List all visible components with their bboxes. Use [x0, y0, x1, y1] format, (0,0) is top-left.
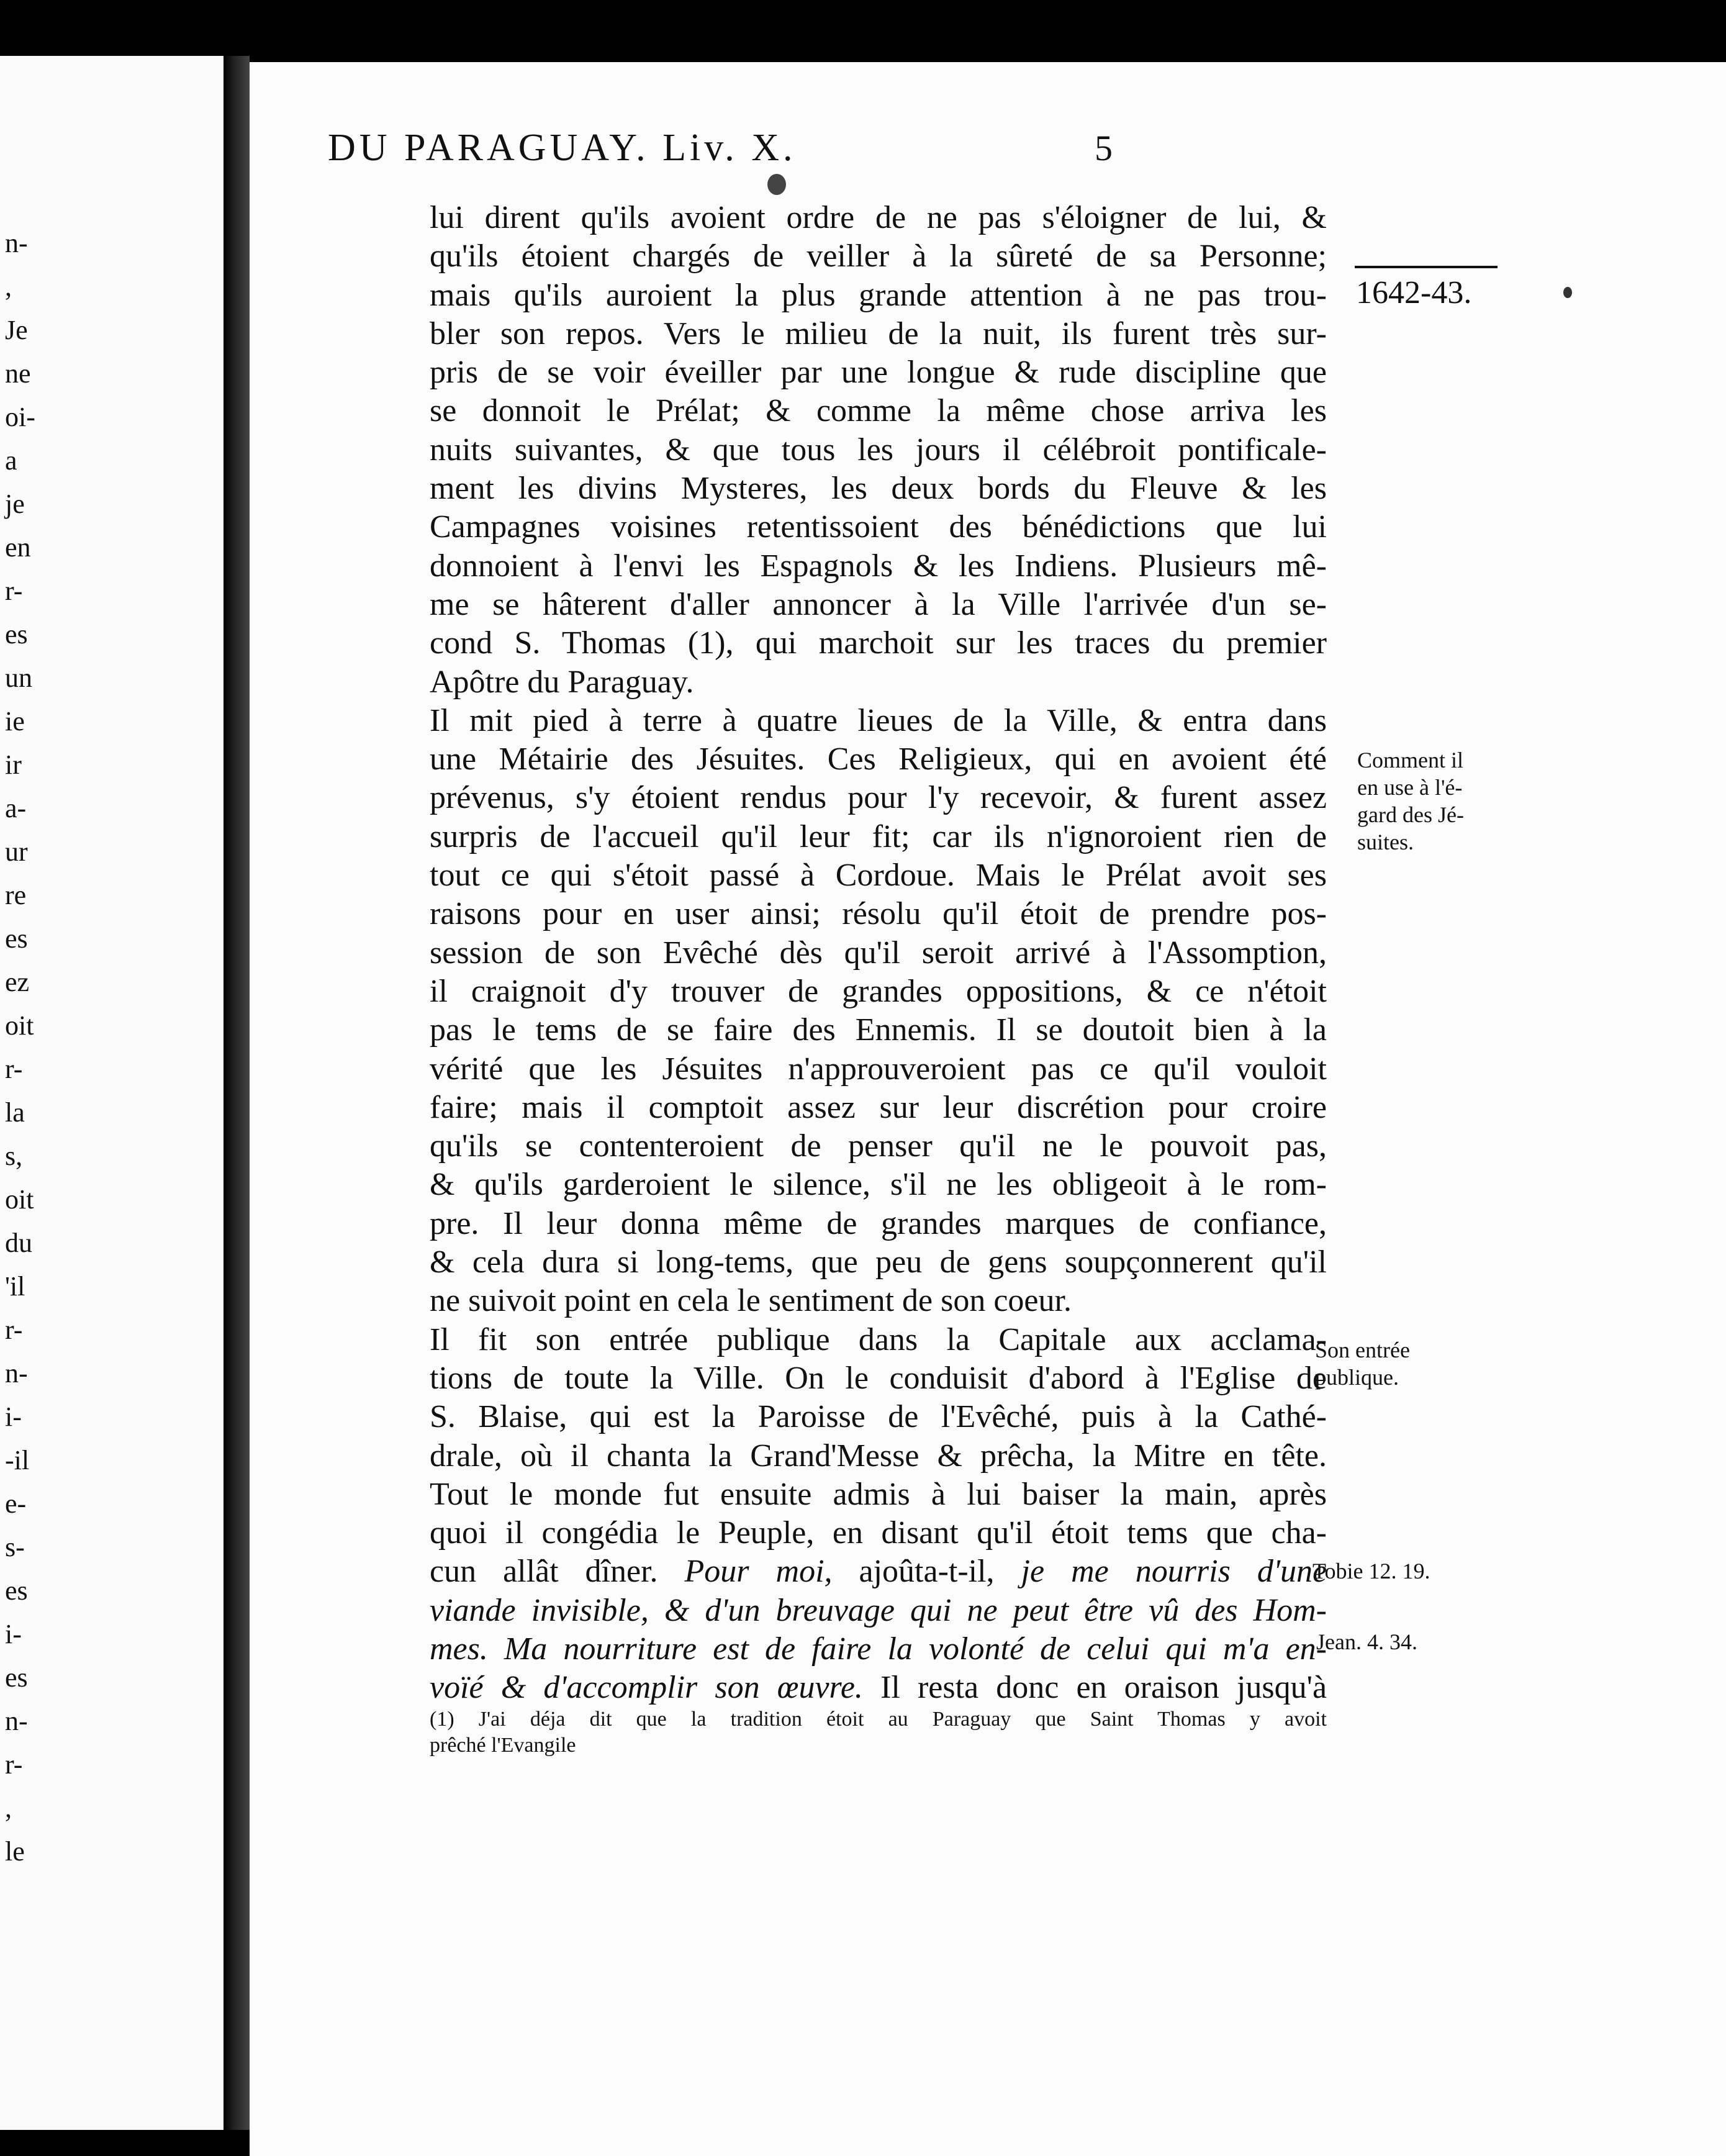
body-line [430, 1592, 1327, 1630]
roman-run: ajoûta-t-il, [859, 1554, 995, 1590]
year-rule [1355, 266, 1498, 268]
ink-speck [1563, 287, 1572, 298]
left-page-fragment: es [5, 619, 28, 650]
italic-run: je me nourris d'une [1021, 1554, 1327, 1590]
body-line: bler son repos. Vers le milieu de la nuit, ils furent très sur- [430, 315, 1327, 351]
body-line: ne suivoit point en cela le sentiment de son coeur. [430, 1283, 1072, 1319]
body-line: donnoient à l'envi les Espagnols & les Indiens. Plusieurs mê- [430, 548, 1327, 584]
body-line: me se hâterent d'aller annoncer à la Ville l'arrivée d'un se- [430, 586, 1327, 622]
body-line: cun allât dîner. [430, 1554, 658, 1590]
body-line: pas le tems de se faire des Ennemis. Il se doutoit bien à la [430, 1012, 1327, 1048]
page-number: 5 [1095, 128, 1113, 168]
footnote [430, 1706, 1327, 1759]
italic-run: Pour moi, [684, 1554, 833, 1590]
ink-blot [767, 174, 786, 195]
body-line: une Métairie des Jésuites. Ces Religieux, qui en avoient été [430, 741, 1327, 777]
left-page-fragment: ez [5, 967, 30, 997]
left-page-fragment: r- [5, 1749, 23, 1780]
body-line: & cela dura si long-tems, que peu de gens soupçonnerent qu'il [430, 1244, 1327, 1280]
body-line: S. Blaise, qui est la Paroisse de l'Evêché, puis à la Cathé- [430, 1399, 1327, 1435]
left-page-fragment: le [5, 1836, 25, 1867]
body-line: qu'ils étoient chargés de veiller à la sûreté de sa Personne; [430, 238, 1327, 274]
footnote-line: prêché l'Evangile [430, 1734, 576, 1757]
left-page-fragment: s- [5, 1532, 25, 1562]
body-line: mais qu'ils auroient la plus grande attention à ne pas trou- [430, 277, 1327, 313]
body-line: qu'ils se contenteroient de penser qu'il ne le pouvoit pas, [430, 1128, 1327, 1164]
left-page-fragment: i- [5, 1619, 22, 1649]
left-page-fragment: a [5, 445, 17, 476]
body-line: Il mit pied à terre à quatre lieues de la Ville, & entra dans [430, 702, 1327, 738]
running-head [328, 126, 1445, 170]
body-line [430, 1552, 1327, 1591]
body-line [430, 1630, 1327, 1669]
left-page-fragment: ur [5, 836, 28, 867]
book-gutter [224, 56, 250, 2130]
left-page-fragment: n- [5, 1706, 28, 1736]
body-line: Apôtre du Paraguay. [430, 664, 694, 700]
body-line: pris de se voir éveiller par une longue & rude discipline que [430, 355, 1327, 391]
body-line: quoi il congédia le Peuple, en disant qu'il étoit tems que cha- [430, 1515, 1327, 1551]
running-title: DU PARAGUAY. Liv. X. [328, 127, 797, 169]
body-line: Tout le monde fut ensuite admis à lui baiser la main, après [430, 1476, 1327, 1512]
left-page-fragment: un [5, 663, 32, 693]
body-line: il craignoit d'y trouver de grandes oppositions, & ce n'étoit [430, 973, 1327, 1009]
left-page-fragment: r- [5, 576, 23, 606]
left-page-fragment: ir [5, 750, 22, 780]
left-page-fragment: es [5, 923, 28, 954]
margin-ref-tobie: Tobie 12. 19. [1313, 1559, 1430, 1583]
italic-run: mes. Ma nourriture est de faire la volonté de celui qui m'a en- [430, 1631, 1327, 1667]
margin-note-entry: Son entrée publique. [1315, 1338, 1410, 1390]
body-line: raisons pour en user ainsi; résolu qu'il étoit de prendre pos- [430, 896, 1327, 932]
body-line [430, 1669, 1327, 1707]
margin-note-jesuits: Comment il en use à l'é- gard des Jé- suites. [1357, 748, 1464, 854]
left-page-fragment: oi- [5, 402, 35, 432]
left-page-fragment: la [5, 1097, 25, 1128]
left-page-fragment: es [5, 1575, 28, 1606]
body-line: faire; mais il comptoit assez sur leur discrétion pour croire [430, 1089, 1327, 1125]
italic-run: voïé & d'accomplir son œuvre. [430, 1670, 863, 1706]
left-page-fragment: je [5, 489, 25, 519]
left-page-fragment: Je [5, 315, 28, 345]
left-page-fragment: 'il [5, 1271, 25, 1302]
left-page-fragment: du [5, 1228, 32, 1258]
body-line: lui dirent qu'ils avoient ordre de ne pas s'éloigner de lui, & [430, 200, 1327, 235]
left-page-fragment: ie [5, 706, 25, 736]
left-page-fragment: a- [5, 793, 27, 823]
left-page-fragment: oit [5, 1184, 34, 1215]
body-line: pre. Il leur donna même de grandes marques de confiance, [430, 1205, 1327, 1241]
left-page-fragment: n- [5, 1358, 28, 1388]
left-page-fragment: -il [5, 1445, 30, 1475]
italic-run: viande invisible, & d'un breuvage qui ne peut être vû des Hom- [430, 1592, 1327, 1628]
body-line: cond S. Thomas (1), qui marchoit sur les traces du premier [430, 625, 1327, 661]
body-line: se donnoit le Prélat; & comme la même chose arriva les [430, 393, 1327, 429]
left-page-fragment: r- [5, 1054, 23, 1084]
left-page-fragment: oit [5, 1010, 34, 1041]
body-line: Il fit son entrée publique dans la Capitale aux acclama- [430, 1321, 1327, 1357]
roman-run: Il resta donc en oraison jusqu'à [880, 1670, 1327, 1706]
body-line: ment les divins Mysteres, les deux bords du Fleuve & les [430, 471, 1327, 507]
body-line: & qu'ils garderoient le silence, s'il ne les obligeoit à le rom- [430, 1167, 1327, 1203]
body-line: vérité que les Jésuites n'approuveroient pas ce qu'il vouloit [430, 1051, 1327, 1087]
body-line: session de son Evêché dès qu'il seroit arrivé à l'Assomption, [430, 935, 1327, 971]
left-page-fragment: , [5, 1793, 12, 1823]
body-line: surpris de l'accueil qu'il leur fit; car ils n'ignoroient rien de [430, 818, 1327, 854]
left-page-fragment: e- [5, 1488, 27, 1519]
left-page-fragment: ne [5, 358, 31, 389]
left-page-edge [0, 56, 224, 2130]
margin-ref-jean: Jean. 4. 34. [1316, 1629, 1417, 1654]
body-line: tions de toute la Ville. On le conduisit d'abord à l'Eglise de [430, 1360, 1327, 1396]
footnote-line: (1) J'ai déja dit que la tradition étoit au Paraguay que Saint Thomas y avoit [430, 1708, 1327, 1731]
body-line: prévenus, s'y étoient rendus pour l'y recevoir, & furent assez [430, 780, 1327, 816]
left-page-fragment: r- [5, 1315, 23, 1345]
left-page-fragment: n- [5, 228, 28, 258]
body-line: Campagnes voisines retentissoient des bénédictions que lui [430, 509, 1327, 545]
margin-year: 1642-43. [1356, 275, 1472, 310]
body-text [430, 199, 1327, 1708]
left-page-fragment: es [5, 1662, 28, 1693]
left-page-fragment: i- [5, 1402, 22, 1432]
left-page-fragment: re [5, 880, 27, 910]
left-page-fragment: s, [5, 1141, 23, 1171]
body-line: drale, où il chanta la Grand'Messe & prêcha, la Mitre en tête. [430, 1438, 1327, 1474]
body-line: nuits suivantes, & que tous les jours il célébroit pontificale- [430, 432, 1327, 468]
left-page-fragment: en [5, 532, 31, 563]
body-line: tout ce qui s'étoit passé à Cordoue. Mais le Prélat avoit ses [430, 858, 1327, 894]
left-page-fragment: , [5, 271, 19, 302]
